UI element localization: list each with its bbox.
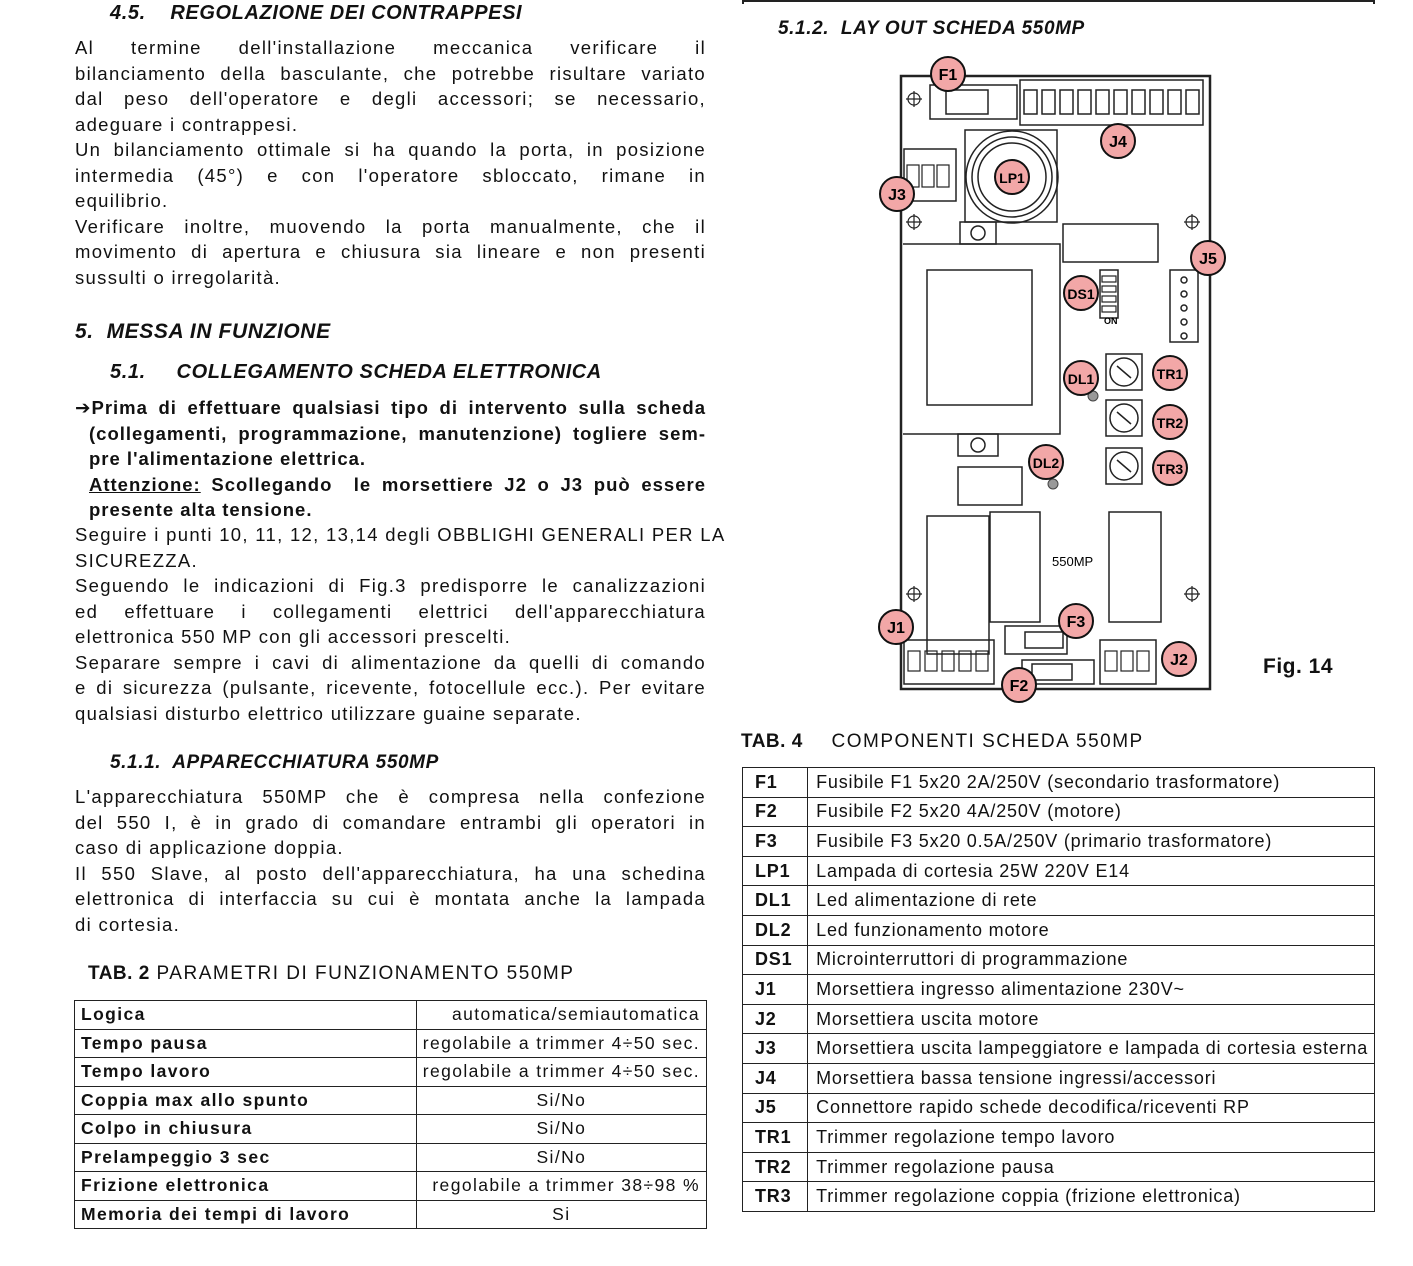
- component-code: J4: [743, 1063, 808, 1093]
- tab4-title: COMPONENTI SCHEDA 550MP: [831, 731, 1144, 752]
- table-row: [75, 1200, 707, 1229]
- table-row: [743, 1063, 1375, 1093]
- callout-j3: [880, 177, 914, 211]
- warning-line: (collegamenti, programmazione, manutenzione) togliere sem-: [89, 422, 706, 444]
- tab2-caption: [88, 963, 574, 985]
- text-line: ed effettuare i collegamenti elettrici dell'apparecchiatura: [75, 600, 706, 622]
- sec51-body: [75, 522, 726, 726]
- component-code: F3: [743, 827, 808, 857]
- table-row: [75, 1058, 707, 1087]
- param-name: Memoria dei tempi di lavoro: [75, 1200, 417, 1229]
- component-code: J5: [743, 1093, 808, 1123]
- attention-line: presente alta tensione.: [89, 499, 313, 520]
- component-code: J2: [743, 1004, 808, 1034]
- text-line: Seguire i punti 10, 11, 12, 13,14 degli OBBLIGHI GENERALI PER LA: [75, 524, 726, 545]
- callout-label: TR3: [1156, 461, 1184, 477]
- component-description: Trimmer regolazione coppia (frizione elettronica): [808, 1182, 1375, 1212]
- top-rule-right: [1373, 0, 1375, 4]
- terminal-j2: [1100, 640, 1156, 684]
- callout-lp1: [995, 160, 1029, 194]
- text-line: Un bilanciamento ottimale si ha quando la porta, in posizione: [75, 139, 706, 160]
- table-row: [75, 1115, 707, 1144]
- table-row: [743, 1004, 1375, 1034]
- attention-label: Attenzione:: [89, 473, 201, 495]
- param-name: Logica: [75, 1001, 417, 1030]
- text-line: Verificare inoltre, muovendo la porta manualmente, che il: [75, 215, 706, 237]
- component-description: Morsettiera uscita motore: [808, 1004, 1375, 1034]
- callout-j1: [879, 610, 913, 644]
- text-line: Il 550 Slave, al posto dell'apparecchiatura, ha una schedina: [75, 862, 706, 884]
- component-description: Microinterruttori di programmazione: [808, 945, 1375, 975]
- tab4-caption: [741, 731, 1144, 753]
- callout-label: DL1: [1067, 371, 1095, 387]
- callout-label: F2: [1009, 678, 1029, 695]
- tab2-table: [74, 1000, 707, 1229]
- param-value: Si/No: [416, 1086, 706, 1115]
- param-value: regolabile a trimmer 38÷98 %: [416, 1172, 706, 1201]
- text-line: di cortesia.: [75, 913, 181, 935]
- text-line: Separare sempre i cavi di alimentazione da quelli di comando: [75, 651, 706, 673]
- component-description: Fusibile F1 5x20 2A/250V (secondario trasformatore): [808, 768, 1375, 798]
- param-name: Prelampeggio 3 sec: [75, 1143, 417, 1172]
- dip-switch-ds1: [1100, 270, 1118, 318]
- heading-5: 5. MESSA IN FUNZIONE: [75, 320, 331, 343]
- table-row: [743, 856, 1375, 886]
- component-description: Morsettiera uscita lampeggiatore e lampada di cortesia esterna: [808, 1034, 1375, 1064]
- component-code: TR1: [743, 1123, 808, 1153]
- text-line: del 550 I, è in grado di comandare entrambi gli operatori in: [75, 811, 706, 833]
- table-row: [743, 945, 1375, 975]
- table-row: [743, 768, 1375, 798]
- callout-label: TR2: [1156, 415, 1184, 431]
- component-code: F1: [743, 768, 808, 798]
- text-line: movimento di apertura e chiusura sia lineare e non presenti: [75, 241, 706, 262]
- text-line: L'apparecchiatura 550MP che è compresa nella confezione: [75, 786, 706, 807]
- param-name: Tempo pausa: [75, 1029, 417, 1058]
- callout-label: DS1: [1067, 286, 1095, 302]
- callout-label: J1: [887, 620, 905, 637]
- table-row: [75, 1172, 707, 1201]
- callout-label: J2: [1170, 652, 1188, 669]
- terminal-j4: [1020, 80, 1203, 125]
- callout-j2: [1162, 642, 1196, 676]
- param-name: Coppia max allo spunto: [75, 1086, 417, 1115]
- param-value: Si/No: [416, 1143, 706, 1172]
- warning-block: [75, 395, 706, 523]
- board-label: 550MP: [1052, 554, 1094, 569]
- tab2-title: PARAMETRI DI FUNZIONAMENTO 550MP: [149, 963, 575, 984]
- table-row: [743, 1034, 1375, 1064]
- callout-label: F1: [938, 67, 958, 84]
- callout-f1: [931, 57, 965, 91]
- sec511-body: [75, 784, 706, 937]
- callout-dl1: [1064, 361, 1098, 395]
- ds1-on-label: ON: [1104, 316, 1118, 326]
- text-line: sussulti o irregolarità.: [75, 266, 281, 288]
- table-row: [743, 1152, 1375, 1182]
- attention-text: Scollegando le morsettiere J2 o J3 può essere: [200, 473, 706, 495]
- text-line: elettronica di interfaccia su cui è montata anche la lampada: [75, 888, 706, 909]
- table-row: [75, 1029, 707, 1058]
- callout-dl2: [1029, 445, 1063, 479]
- heading-5-1: 5.1. COLLEGAMENTO SCHEDA ELETTRONICA: [110, 361, 602, 383]
- callout-label: J3: [888, 187, 906, 204]
- callout-tr2: [1153, 405, 1187, 439]
- heading-5-1-2: 5.1.2. LAY OUT SCHEDA 550MP: [778, 18, 1085, 39]
- text-line: adeguare i contrappesi.: [75, 113, 299, 135]
- warning-line: pre l'alimentazione elettrica.: [89, 448, 367, 469]
- param-value: regolabile a trimmer 4÷50 sec.: [416, 1058, 706, 1087]
- component-code: J1: [743, 975, 808, 1005]
- top-rule: [742, 0, 1374, 2]
- component-code: TR2: [743, 1152, 808, 1182]
- component-code: TR3: [743, 1182, 808, 1212]
- callout-ds1: [1064, 276, 1098, 310]
- text-line: bilanciamento della basculante, che potrebbe risultare variato: [75, 62, 706, 84]
- param-name: Frizione elettronica: [75, 1172, 417, 1201]
- warning-line: ➔Prima di effettuare qualsiasi tipo di intervento sulla scheda: [75, 397, 706, 418]
- text-line: caso di applicazione doppia.: [75, 837, 344, 858]
- text-line: e di sicurezza (pulsante, ricevente, fotocellule ecc.). Per evitare: [75, 677, 706, 698]
- table-row: [743, 915, 1375, 945]
- figure-caption: Fig. 14: [1263, 655, 1334, 678]
- component-description: Trimmer regolazione pausa: [808, 1152, 1375, 1182]
- table-row: [75, 1001, 707, 1030]
- transformer: [927, 270, 1032, 405]
- component-description: Led funzionamento motore: [808, 915, 1375, 945]
- text-line: SICUREZZA.: [75, 549, 198, 571]
- param-name: Tempo lavoro: [75, 1058, 417, 1087]
- callout-j5: [1191, 241, 1225, 275]
- heading-5-1-1: 5.1.1. APPARECCHIATURA 550MP: [110, 752, 439, 773]
- text-line: elettronica 550 MP con gli accessori prescelti.: [75, 626, 512, 647]
- table-row: [743, 827, 1375, 857]
- heading-4-5: 4.5. REGOLAZIONE DEI CONTRAPPESI: [110, 2, 523, 24]
- param-value: Si: [416, 1200, 706, 1229]
- callout-f3: [1059, 604, 1093, 638]
- table-row: [743, 797, 1375, 827]
- component-code: DL2: [743, 915, 808, 945]
- table-row: [75, 1143, 707, 1172]
- component-description: Trimmer regolazione tempo lavoro: [808, 1123, 1375, 1153]
- component-description: Fusibile F2 5x20 4A/250V (motore): [808, 797, 1375, 827]
- param-value: automatica/semiautomatica: [416, 1001, 706, 1030]
- tab4-label: TAB. 4: [741, 731, 803, 752]
- component-code: LP1: [743, 856, 808, 886]
- tab2-label: TAB. 2: [88, 963, 150, 984]
- sec45-body: [75, 35, 706, 290]
- table-row: [743, 1182, 1375, 1212]
- callout-label: TR1: [1156, 366, 1184, 382]
- component-code: DL1: [743, 886, 808, 916]
- table-row: [743, 975, 1375, 1005]
- component-description: Morsettiera bassa tensione ingressi/accessori: [808, 1063, 1375, 1093]
- param-value: regolabile a trimmer 4÷50 sec.: [416, 1029, 706, 1058]
- callout-tr3: [1153, 451, 1187, 485]
- table-row: [743, 886, 1375, 916]
- text-line: intermedia (45°) e con l'operatore sbloccato, rimane in: [75, 164, 706, 186]
- callout-f2: [1002, 668, 1036, 702]
- callout-label: LP1: [999, 170, 1025, 186]
- table-row: [743, 1123, 1375, 1153]
- param-name: Colpo in chiusura: [75, 1115, 417, 1144]
- callout-label: J4: [1109, 134, 1127, 151]
- component-description: Connettore rapido schede decodifica/riceventi RP: [808, 1093, 1375, 1123]
- top-rule-left: [742, 0, 744, 4]
- callout-label: J5: [1199, 251, 1217, 268]
- connector-j5: [1170, 270, 1198, 342]
- component-description: Fusibile F3 5x20 0.5A/250V (primario trasformatore): [808, 827, 1375, 857]
- table-row: [75, 1086, 707, 1115]
- component-description: Lampada di cortesia 25W 220V E14: [808, 856, 1375, 886]
- tab4-table: [742, 767, 1375, 1212]
- component-code: F2: [743, 797, 808, 827]
- component-code: DS1: [743, 945, 808, 975]
- text-line: Seguendo le indicazioni di Fig.3 predisporre le canalizzazioni: [75, 575, 706, 596]
- text-line: equilibrio.: [75, 190, 169, 211]
- callout-j4: [1101, 124, 1135, 158]
- table-row: [743, 1093, 1375, 1123]
- component-description: Morsettiera ingresso alimentazione 230V~: [808, 975, 1375, 1005]
- board-layout-figure: [860, 50, 1230, 710]
- text-line: qualsiasi disturbo elettrico utilizzare guaine separate.: [75, 702, 582, 724]
- text-line: Al termine dell'installazione meccanica verificare il: [75, 37, 706, 58]
- component-description: Led alimentazione di rete: [808, 886, 1375, 916]
- callout-label: F3: [1066, 614, 1086, 631]
- callout-label: DL2: [1032, 455, 1060, 471]
- text-line: dal peso dell'operatore e degli accessori; se necessario,: [75, 88, 706, 109]
- callout-tr1: [1153, 356, 1187, 390]
- param-value: Si/No: [416, 1115, 706, 1144]
- attention-line: [89, 472, 706, 498]
- component-code: J3: [743, 1034, 808, 1064]
- terminal-j1: [904, 640, 994, 684]
